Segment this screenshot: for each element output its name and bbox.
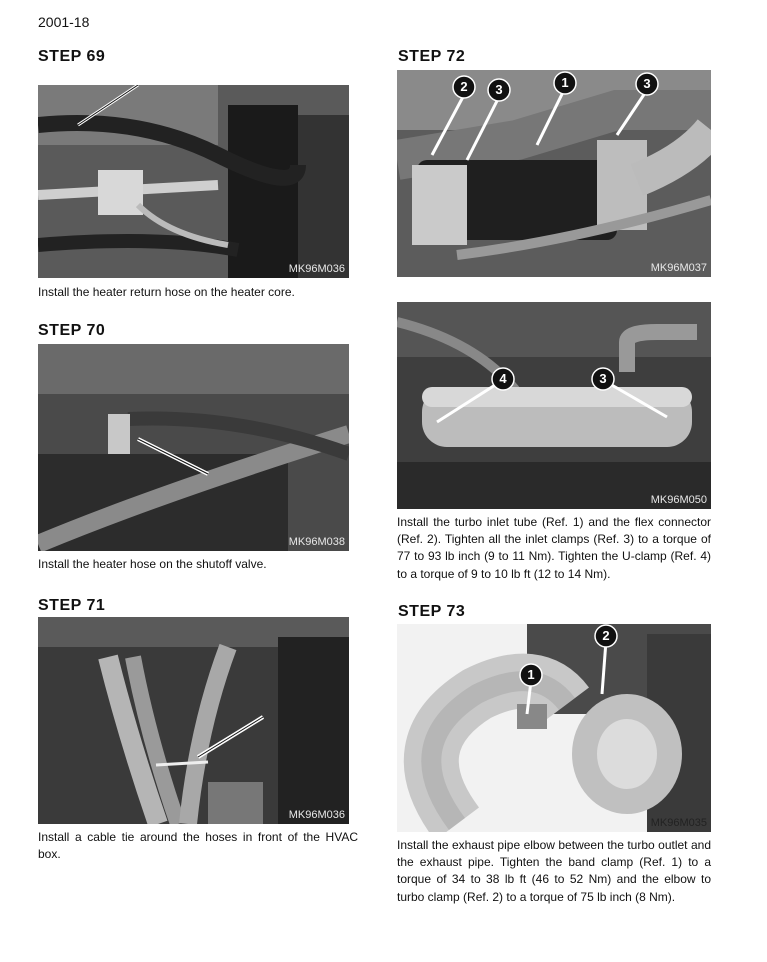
step-73-image-code: MK96M035 — [650, 817, 707, 829]
page-number: 2001-18 — [38, 14, 90, 30]
step-73-callout-1: 1 — [527, 667, 535, 682]
step-72-callout-2: 2 — [460, 79, 468, 94]
step-69-title: STEP 69 — [38, 48, 106, 65]
step-73-photo — [397, 624, 711, 832]
step-71-image-code: MK96M036 — [288, 809, 345, 821]
step-72-callout-3b: 3 — [643, 76, 651, 91]
step-72-photo — [397, 70, 711, 277]
step-72-photo-2 — [397, 302, 711, 509]
step-72-image-code: MK96M037 — [650, 262, 707, 274]
step-71-title: STEP 71 — [38, 597, 106, 614]
step-71-caption: Install a cable tie around the hoses in front of the HVAC box. — [38, 830, 358, 862]
step-73-callout-2: 2 — [602, 628, 610, 643]
step-69-image-code: MK96M036 — [288, 263, 345, 275]
step-73-caption: Install the exhaust pipe elbow between the turbo outlet and the exhaust pipe. Tighten the band clamp (Ref. 1) to a torque of 34 to 38 lb ft (46 to 52 Nm) and the elbow to turbo clamp (Ref. 2) to a torque of 75 lb inch (8 Nm). — [397, 838, 711, 904]
step-72-callout-3a: 3 — [495, 82, 503, 97]
step-72-caption: Install the turbo inlet tube (Ref. 1) and the flex connector (Ref. 2). Tighten all the inlet clamps (Ref. 3) to a torque of 77 to 93 lb inch (9 to 11 Nm). Tighten the U-clamp (Ref. 4) to a torque of 9 to 10 lb ft (12 to 14 Nm). — [397, 515, 711, 581]
step-72-callout-1: 1 — [561, 75, 569, 90]
step-71-photo — [38, 617, 349, 824]
step-70-photo — [38, 344, 349, 551]
step-72-callout-4: 4 — [499, 371, 507, 386]
step-72-title: STEP 72 — [398, 48, 466, 65]
step-69-photo — [38, 85, 349, 278]
step-70-caption: Install the heater hose on the shutoff valve. — [38, 557, 267, 571]
step-70-image-code: MK96M038 — [288, 536, 345, 548]
step-69-caption: Install the heater return hose on the heater core. — [38, 285, 295, 299]
step-72-callout-3c: 3 — [599, 371, 607, 386]
step-72-image-code-2: MK96M050 — [650, 494, 707, 506]
step-73-title: STEP 73 — [398, 603, 466, 620]
step-70-title: STEP 70 — [38, 322, 106, 339]
